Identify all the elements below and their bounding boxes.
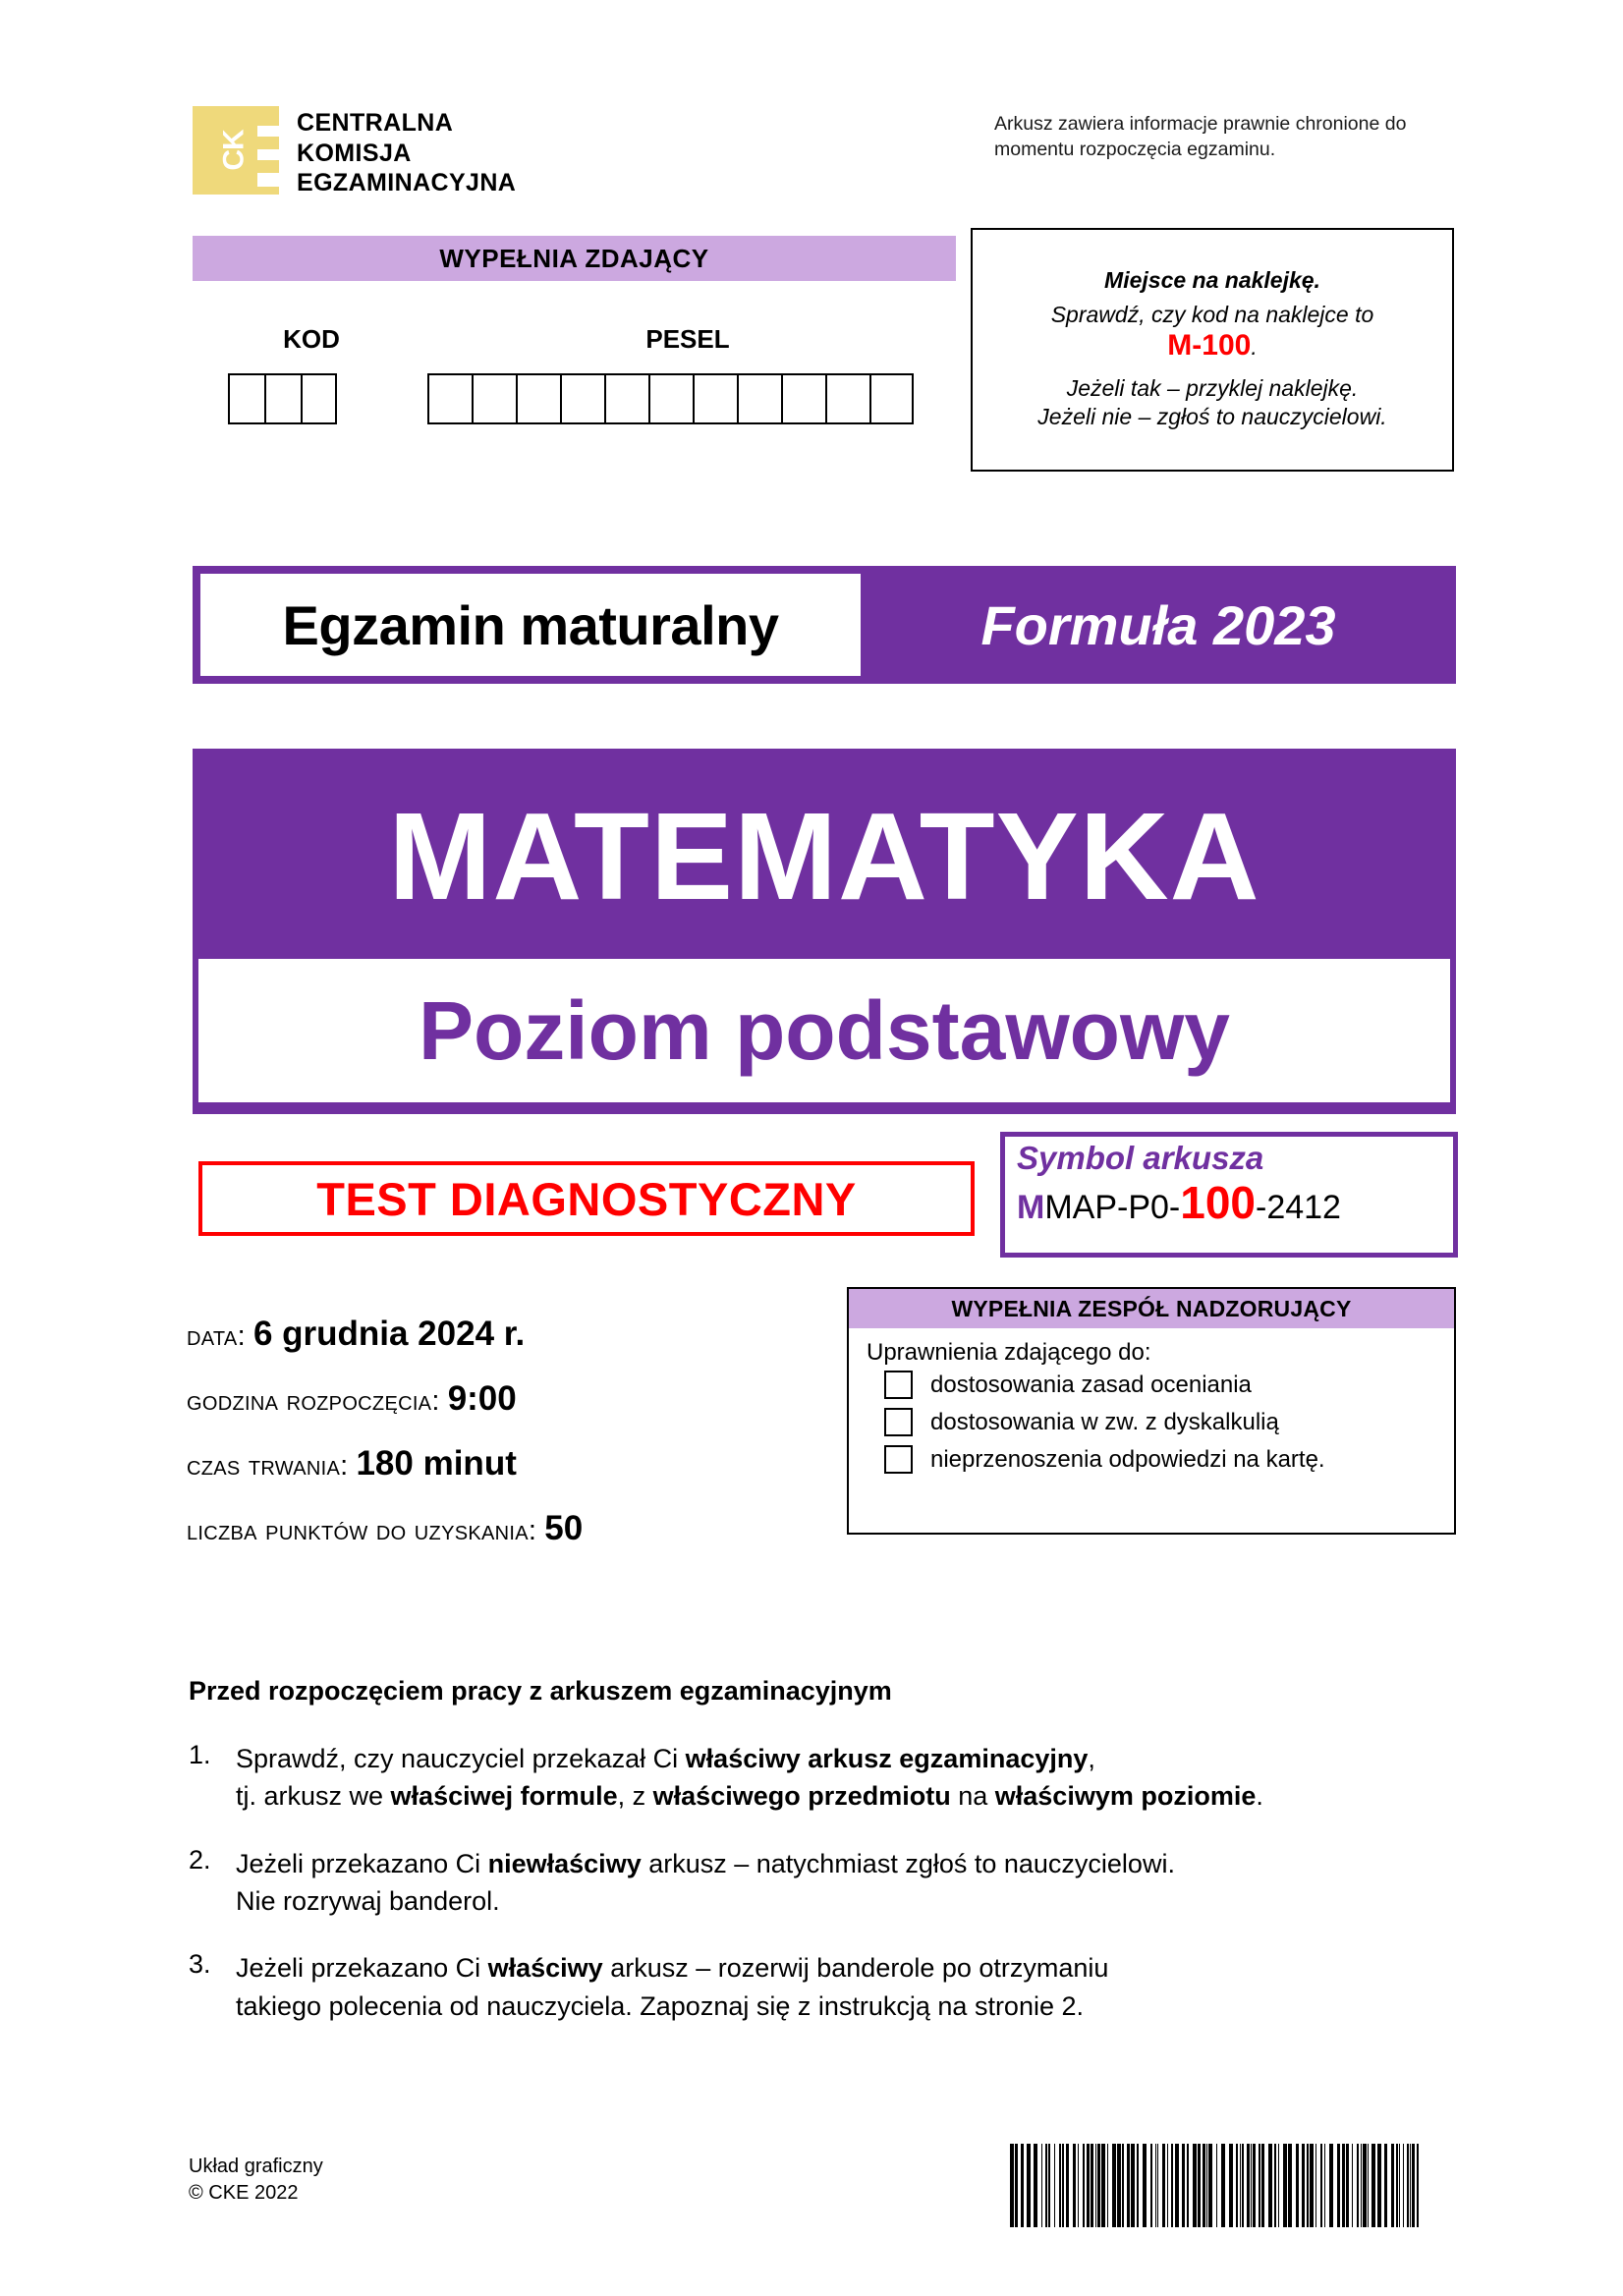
barcode: [1010, 2144, 1423, 2227]
supervisor-intro: Uprawnienia zdającego do:: [867, 1339, 1151, 1366]
sheet-symbol-box: [1000, 1132, 1458, 1258]
meta-label-date: data:: [187, 1320, 246, 1352]
supervisor-box-header: [849, 1289, 1454, 1328]
instruction-text-1: Sprawdź, czy nauczyciel przekazał Ci właściwy arkusz egzaminacyjny, tj. arkusz we właściwej formule, z właściwego przedmiotu na właściwym poziomie.: [236, 1744, 1263, 1812]
input-cell[interactable]: [693, 373, 737, 424]
test-type-box: [198, 1161, 975, 1236]
subject-name: MATEMATYKA: [388, 787, 1260, 925]
kod-label: KOD: [283, 324, 340, 354]
candidate-section-label: WYPEŁNIA ZDAJĄCY: [439, 243, 709, 273]
exam-banner-right: [861, 566, 1456, 684]
subject-name-row: [198, 755, 1450, 959]
meta-row-points: [187, 1509, 874, 1548]
instruction-text-3: Jeżeli przekazano Ci właściwy arkusz – rozerwij banderole po otrzymaniu takiego polecenia od nauczyciela. Zapoznaj się z instrukcją na stronie 2.: [236, 1953, 1109, 2021]
page-header: [193, 98, 1456, 206]
sticker-placement-box: [971, 228, 1454, 472]
instructions-heading: Przed rozpoczęciem pracy z arkuszem egzaminacyjnym: [189, 1676, 892, 1706]
cke-logo-mark-text: CK: [218, 130, 251, 171]
sheet-symbol-number: 100: [1180, 1177, 1256, 1229]
meta-row-date: [187, 1315, 874, 1354]
meta-value-duration: 180 minut: [356, 1444, 517, 1483]
exam-title: Egzamin maturalny: [282, 593, 779, 656]
cke-logo-line-3: EGZAMINACYJNA: [297, 169, 517, 196]
supervisor-box: [847, 1287, 1456, 1535]
input-cell[interactable]: [781, 373, 825, 424]
meta-value-date: 6 grudnia 2024 r.: [252, 1315, 526, 1353]
sheet-symbol-code: [1017, 1178, 1441, 1228]
footer-credits: [189, 2154, 323, 2207]
cke-logo-line-1: CENTRALNA: [297, 109, 454, 137]
sticker-code: M-100: [1167, 328, 1252, 362]
input-cell[interactable]: [869, 373, 914, 424]
exam-banner: [193, 566, 1456, 684]
exam-banner-left: [200, 574, 861, 676]
input-cell[interactable]: [560, 373, 604, 424]
exam-meta-list: [187, 1315, 874, 1574]
candidate-section-header: [193, 236, 956, 281]
sticker-check-line: Sprawdź, czy kod na naklejce to: [1050, 302, 1374, 328]
pesel-label: PESEL: [645, 324, 730, 354]
instruction-text-2: Jeżeli przekazano Ci niewłaściwy arkusz – natychmiast zgłoś to nauczycielowi. Nie rozrywaj banderol.: [236, 1848, 1175, 1916]
input-cell[interactable]: [472, 373, 516, 424]
input-cell[interactable]: [648, 373, 693, 424]
footer-line-1: Układ graficzny: [189, 2156, 323, 2177]
footer-line-2: © CKE 2022: [189, 2182, 299, 2204]
cke-logo-line-2: KOMISJA: [297, 139, 412, 167]
instruction-number-2: 2.: [189, 1844, 211, 1875]
supervisor-option-1[interactable]: [849, 1371, 1454, 1399]
checkbox-adjusted-grading[interactable]: [884, 1371, 913, 1399]
cke-logo: [193, 106, 516, 198]
instruction-number-1: 1.: [189, 1740, 211, 1769]
meta-value-points: 50: [544, 1509, 584, 1547]
checkbox-dyscalculia[interactable]: [884, 1408, 913, 1436]
meta-label-start-time: godzina rozpoczęcia:: [187, 1385, 440, 1417]
sticker-title: Miejsce na naklejkę.: [1104, 267, 1320, 294]
supervisor-option-3[interactable]: [849, 1445, 1454, 1474]
instruction-item-3: [189, 1949, 1466, 2025]
pesel-input-boxes[interactable]: [427, 373, 914, 424]
sheet-symbol-prefix: M: [1017, 1189, 1045, 1227]
test-type-label: TEST DIAGNOSTYCZNY: [316, 1172, 857, 1225]
instructions-section: [189, 1676, 1466, 2054]
subject-level: Poziom podstawowy: [418, 984, 1231, 1077]
input-cell[interactable]: [228, 373, 264, 424]
input-cell[interactable]: [301, 373, 337, 424]
sticker-if-yes: Jeżeli tak – przyklej naklejkę.: [1066, 374, 1359, 401]
input-cell[interactable]: [604, 373, 648, 424]
kod-input-boxes[interactable]: [228, 373, 337, 424]
instruction-number-3: 3.: [189, 1949, 211, 1980]
sheet-symbol-middle: MAP-P0-: [1044, 1189, 1181, 1227]
sticker-if-no: Jeżeli nie – zgłoś to nauczycielowi.: [1037, 404, 1387, 430]
input-cell[interactable]: [264, 373, 301, 424]
meta-label-points: liczba punktów do uzyskania:: [187, 1515, 537, 1546]
supervisor-option-3-label: nieprzenoszenia odpowiedzi na kartę.: [930, 1445, 1325, 1473]
sheet-symbol-tail: -2412: [1256, 1189, 1341, 1227]
sticker-code-suffix: .: [1251, 333, 1258, 360]
legal-notice: Arkusz zawiera informacje prawnie chronione do momentu rozpoczęcia egzaminu.: [994, 113, 1407, 160]
subject-block: [193, 749, 1456, 1114]
meta-row-start-time: [187, 1379, 874, 1419]
supervisor-option-1-label: dostosowania zasad oceniania: [930, 1371, 1252, 1398]
supervisor-box-title: WYPEŁNIA ZESPÓŁ NADZORUJĄCY: [951, 1295, 1352, 1321]
input-cell[interactable]: [516, 373, 560, 424]
input-cell[interactable]: [737, 373, 781, 424]
subject-level-row: [198, 959, 1450, 1102]
instruction-item-1: [189, 1740, 1466, 1816]
input-cell[interactable]: [825, 373, 869, 424]
exam-formula: Formuła 2023: [980, 593, 1336, 656]
barcode-bar: [1419, 2144, 1423, 2227]
instruction-item-2: [189, 1845, 1466, 1921]
supervisor-option-2-label: dostosowania w zw. z dyskalkulią: [930, 1408, 1279, 1435]
sheet-symbol-title: Symbol arkusza: [1017, 1140, 1264, 1176]
meta-label-duration: czas trwania:: [187, 1450, 349, 1482]
cke-logo-mark-icon: [193, 106, 279, 195]
supervisor-option-2[interactable]: [849, 1408, 1454, 1436]
checkbox-no-transfer-answers[interactable]: [884, 1445, 913, 1474]
cke-logo-text: [297, 106, 516, 198]
meta-row-duration: [187, 1444, 874, 1484]
input-cell[interactable]: [427, 373, 472, 424]
meta-value-start-time: 9:00: [447, 1379, 517, 1418]
